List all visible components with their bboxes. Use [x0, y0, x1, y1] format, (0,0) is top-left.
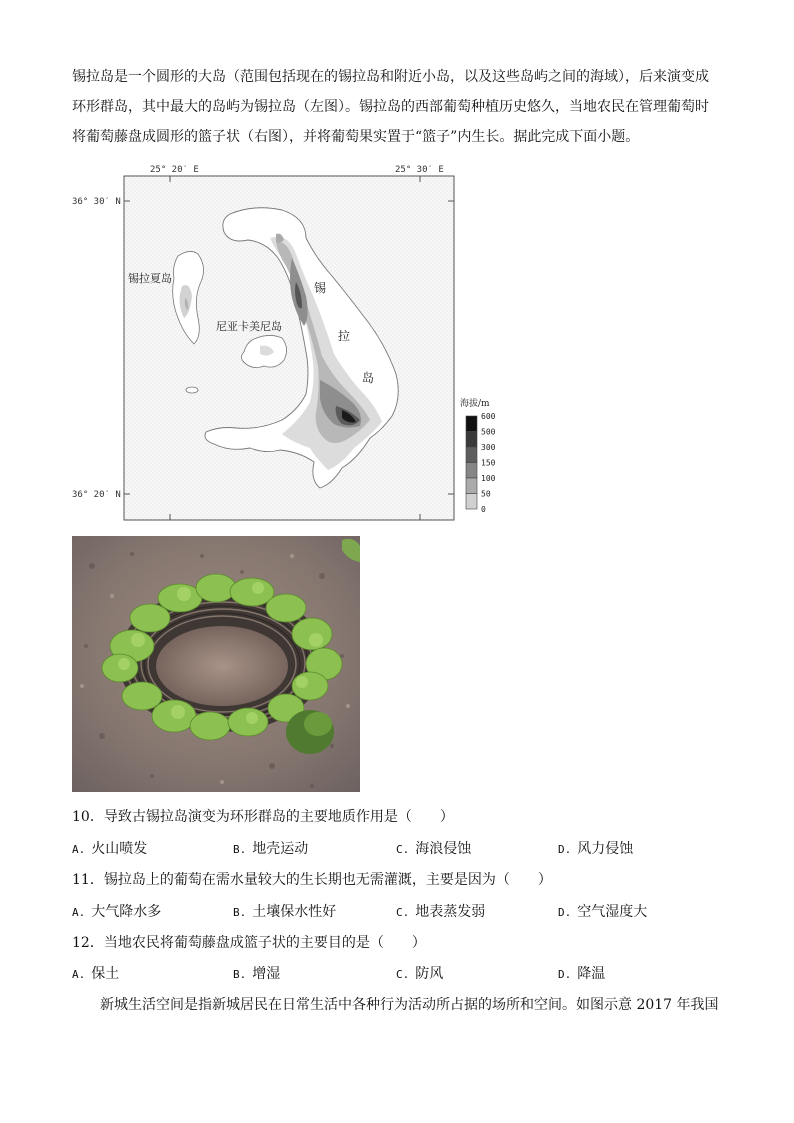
legend-swatch — [466, 447, 477, 463]
question-12-option-a[interactable] — [72, 963, 119, 983]
option-text: 火山喷发 — [91, 841, 148, 857]
option-letter: A. — [72, 843, 86, 856]
legend-tick-label: 50 — [481, 489, 491, 499]
legend-swatch — [466, 416, 477, 432]
map-figure — [70, 158, 510, 526]
next-passage-paragraph: 新城生活空间是指新城居民在日常生活中各种行为活动所占据的场所和空间。如图示意 2017 年我国 — [100, 997, 719, 1013]
label-thera-2: 拉 — [338, 329, 351, 343]
option-text: 空气湿度大 — [577, 904, 648, 920]
option-text: 防风 — [415, 966, 444, 982]
question-11-option-b[interactable] — [233, 901, 336, 921]
option-text: 土壤保水性好 — [252, 904, 337, 920]
legend-tick-label: 100 — [481, 474, 496, 483]
option-letter: C. — [396, 968, 410, 981]
label-thirasia: 锡拉夏岛 — [128, 272, 172, 285]
lon-right-label: 25° 30′ E — [395, 165, 444, 175]
lat-bottom-label: 36° 20′ N — [72, 490, 121, 500]
intro-line-2: 环形群岛，其中最大的岛屿为锡拉岛（左图）。锡拉岛的西部葡萄种植历史悠久，当地农民在管理葡萄时 — [72, 99, 709, 115]
legend-swatch — [466, 463, 477, 479]
option-letter: B. — [233, 906, 247, 919]
option-letter: C. — [396, 843, 410, 856]
question-10-option-a[interactable] — [72, 838, 147, 858]
option-letter: D. — [558, 968, 572, 981]
option-letter: A. — [72, 968, 86, 981]
question-12-option-c[interactable] — [396, 963, 443, 983]
elevation-legend — [460, 397, 496, 514]
question-10-stem: 10．导致古锡拉岛演变为环形群岛的主要地质作用是（ ） — [72, 809, 454, 825]
option-text: 增湿 — [252, 966, 281, 982]
vine-basket-photo — [72, 536, 360, 792]
lat-top-label: 36° 30′ N — [72, 197, 121, 207]
question-11-stem: 11．锡拉岛上的葡萄在需水量较大的生长期也无需灌溉，主要是因为（ ） — [72, 872, 552, 888]
option-letter: C. — [396, 906, 410, 919]
question-10-option-b[interactable] — [233, 838, 308, 858]
lon-left-label: 25° 20′ E — [150, 165, 199, 175]
legend-swatch — [466, 478, 477, 494]
option-text: 地壳运动 — [252, 841, 309, 857]
intro-paragraph — [72, 62, 722, 152]
label-nea-kameni: 尼亚卡美尼岛 — [216, 320, 282, 333]
option-letter: D. — [558, 906, 572, 919]
question-12-stem: 12．当地农民将葡萄藤盘成篮子状的主要目的是（ ） — [72, 935, 426, 951]
label-thera-3: 岛 — [362, 371, 375, 385]
option-letter: A. — [72, 906, 86, 919]
question-10-option-d[interactable] — [558, 838, 633, 858]
option-text: 风力侵蚀 — [577, 841, 634, 857]
option-letter: B. — [233, 968, 247, 981]
option-text: 保土 — [91, 966, 120, 982]
legend-tick-label: 500 — [481, 427, 496, 437]
small-islet — [186, 387, 198, 393]
legend-title: 海拔/m — [460, 399, 490, 409]
question-12-option-d[interactable] — [558, 963, 605, 983]
option-text: 地表蒸发弱 — [415, 904, 486, 920]
option-letter: D. — [558, 843, 572, 856]
vine-basket-illustration — [72, 536, 360, 792]
intro-line-3: 将葡萄藤盘成圆形的篮子状（右图），并将葡萄果实置于“篮子”内生长。据此完成下面小题。 — [72, 129, 640, 145]
legend-swatch — [466, 494, 477, 510]
question-10-option-c[interactable] — [396, 838, 471, 858]
option-text: 降温 — [577, 966, 606, 982]
option-text: 海浪侵蚀 — [415, 841, 472, 857]
legend-tick-label: 600 — [481, 412, 496, 421]
option-text: 大气降水多 — [91, 904, 162, 920]
question-11-option-c[interactable] — [396, 901, 485, 921]
legend-tick-label: 300 — [481, 443, 496, 452]
intro-line-1: 锡拉岛是一个圆形的大岛（范围包括现在的锡拉岛和附近小岛，以及这些岛屿之间的海域），后来演变成 — [72, 69, 709, 85]
option-letter: B. — [233, 843, 247, 856]
legend-tick-label: 150 — [481, 458, 496, 468]
question-11-option-a[interactable] — [72, 901, 161, 921]
question-11-option-d[interactable] — [558, 901, 647, 921]
santorini-elevation-map — [70, 158, 510, 526]
question-12-option-b[interactable] — [233, 963, 280, 983]
legend-tick-label: 0 — [481, 505, 486, 514]
legend-swatch — [466, 432, 477, 448]
label-thera-1: 锡 — [314, 281, 327, 295]
